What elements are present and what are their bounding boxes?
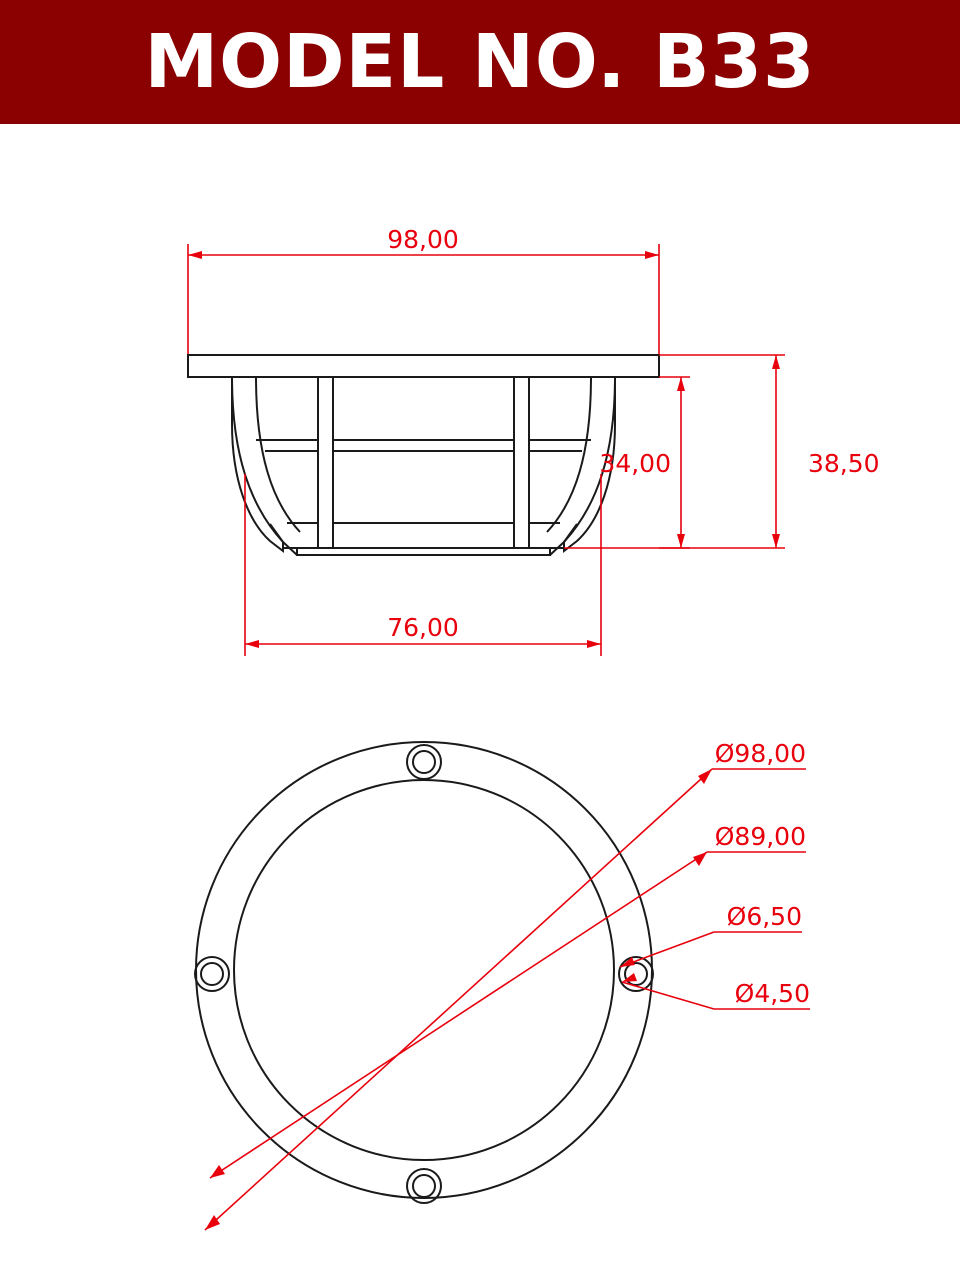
- dimension-label-bolt-circle-diameter: Ø89,00: [714, 822, 806, 851]
- page-title: MODEL NO. B33: [144, 19, 816, 105]
- plan-view-geometry: [195, 742, 653, 1203]
- header-banner: [0, 0, 960, 124]
- dimension-bolt-circle-diameter: [210, 822, 806, 1178]
- hole-top: [407, 745, 441, 779]
- dimension-overall-height: [659, 355, 880, 548]
- side-elevation-view: [0, 124, 960, 1280]
- dimension-label-hole-outer-diameter: Ø6,50: [726, 902, 802, 931]
- dimension-label-outer-diameter: Ø98,00: [714, 739, 806, 768]
- drawing-area: [0, 124, 960, 1280]
- dimension-label-overall-height: 38,50: [808, 449, 880, 478]
- dimension-label-hole-inner-diameter: Ø4,50: [734, 979, 810, 1008]
- hole-bottom: [407, 1169, 441, 1203]
- dimension-overall-width: [188, 225, 659, 374]
- hole-left: [195, 957, 229, 991]
- dimension-bottom-width: [245, 474, 601, 656]
- dimension-label-bottom-width: 76,00: [387, 613, 459, 642]
- side-view-geometry: [188, 355, 659, 555]
- dimension-label-inner-depth: 34,00: [599, 449, 671, 478]
- dimension-hole-outer-diameter: [620, 902, 802, 967]
- dimension-label-overall-width: 98,00: [387, 225, 459, 254]
